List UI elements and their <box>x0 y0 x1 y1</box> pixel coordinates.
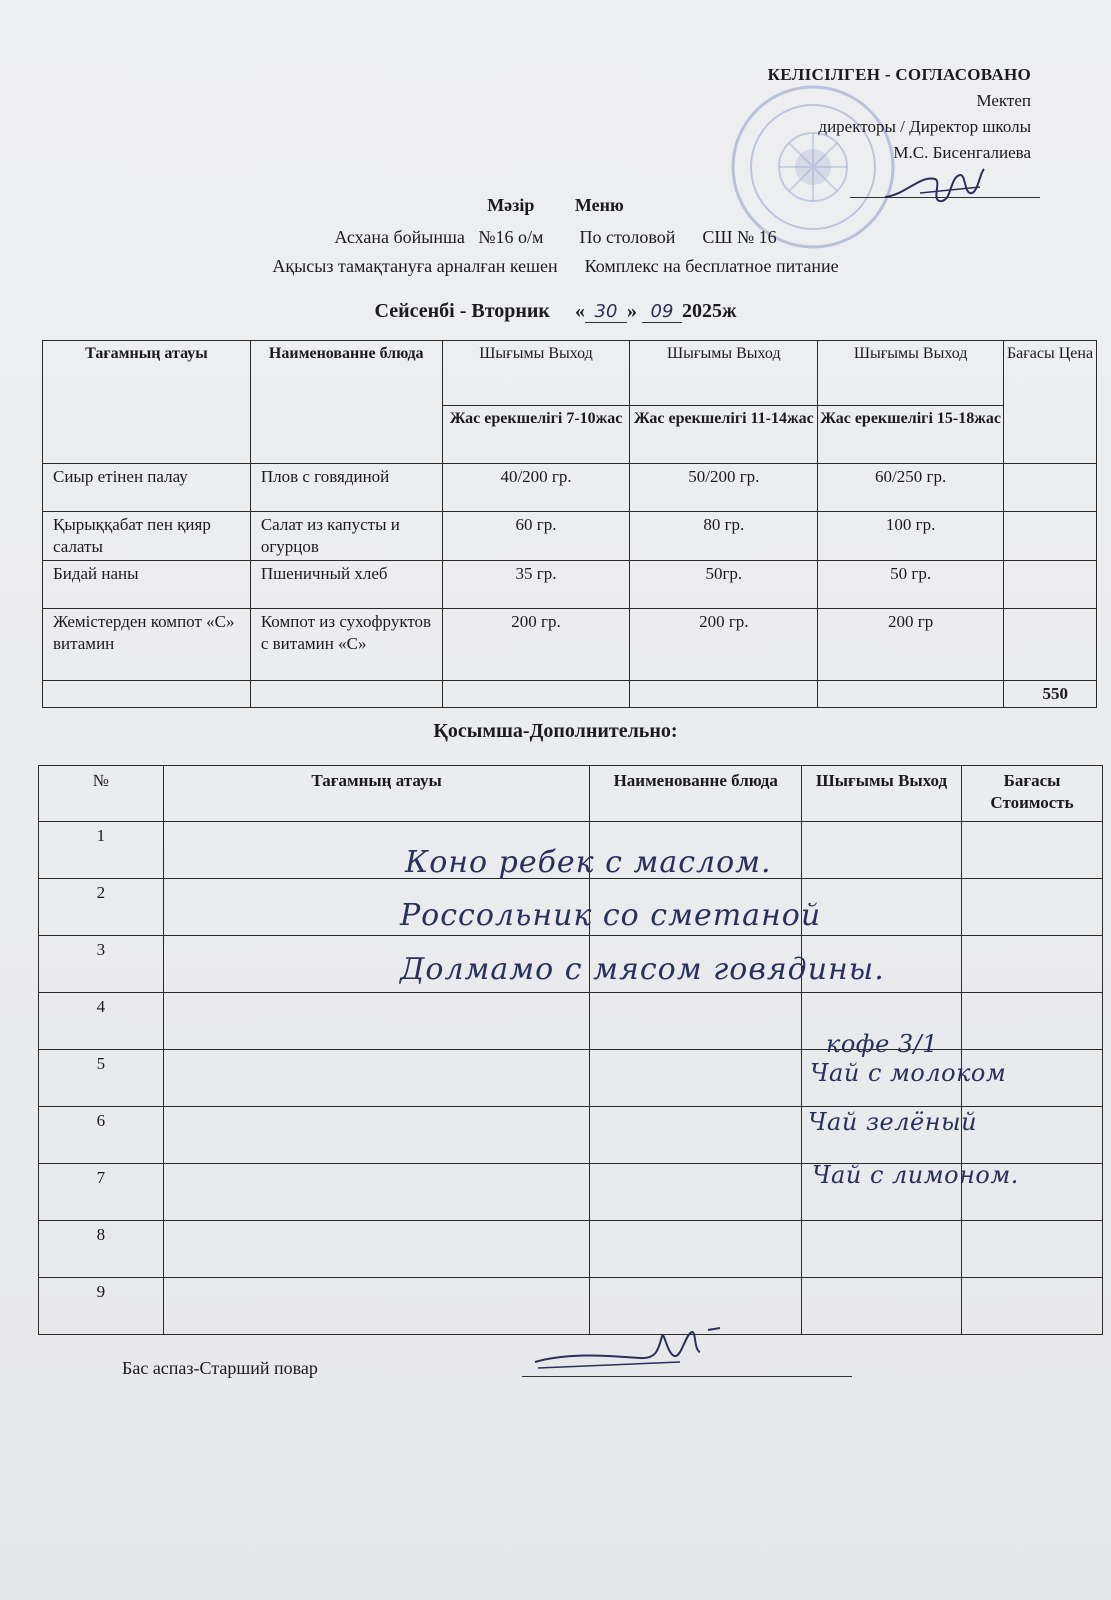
price-cell <box>1004 561 1097 609</box>
col-header-output-3: Шығымы Выход <box>818 341 1004 406</box>
menu-title-kz: Мәзір <box>487 195 535 215</box>
col-header-cost: Бағасы Стоимость <box>962 766 1103 822</box>
output-15-18: 60/250 гр. <box>818 464 1004 512</box>
table-row <box>43 512 1097 561</box>
menu-table <box>42 340 1097 708</box>
col-header-output: Шығымы Выход <box>802 766 962 822</box>
dish-name-ru: Компот из сухофруктов с витамин «С» <box>250 609 442 681</box>
col-header-price: Бағасы Цена <box>1004 341 1097 464</box>
output-7-10: 60 гр. <box>442 512 630 561</box>
complex-kz: Ақысыз тамақтануға арналған кешен <box>272 256 558 276</box>
complex-ru: Комплекс на бесплатное питание <box>584 256 839 276</box>
handwritten-entry-3: Долмамо с мясом говядины. <box>400 952 885 987</box>
price-cell <box>1004 464 1097 512</box>
dish-name-ru: Салат из капусты и огурцов <box>250 512 442 561</box>
row-number: 7 <box>39 1164 164 1221</box>
table-row <box>39 993 1103 1050</box>
row-number: 4 <box>39 993 164 1050</box>
approval-line-2: директоры / Директор школы <box>818 117 1031 136</box>
approval-line-3: М.С. Бисенгалиева <box>893 143 1031 162</box>
approval-block <box>768 62 1031 166</box>
date-line <box>0 300 1111 323</box>
chef-signature <box>530 1322 730 1382</box>
price-cell <box>1004 609 1097 681</box>
output-15-18: 100 гр. <box>818 512 1004 561</box>
price-cell <box>1004 512 1097 561</box>
school-kz: №16 о/м <box>478 227 544 247</box>
head-chef-label: Бас аспаз-Старший повар <box>122 1358 318 1378</box>
output-7-10: 35 гр. <box>442 561 630 609</box>
col-header-name-ru: Наименованне блюда <box>590 766 802 822</box>
row-number: 5 <box>39 1050 164 1107</box>
day-name: Сейсенбі - Вторник <box>374 300 550 322</box>
dish-name-kz: Жемістерден компот «С» витамин <box>43 609 251 681</box>
table-row <box>39 1221 1103 1278</box>
date-day: 30 <box>585 301 627 323</box>
date-year: 2025ж <box>681 300 737 322</box>
dish-name-ru: Пшеничный хлеб <box>250 561 442 609</box>
col-header-name-kz: Тағамның атауы <box>43 341 251 464</box>
table-row <box>43 561 1097 609</box>
extra-section-title: Қосымша-Дополнительно: <box>433 720 678 742</box>
row-number: 9 <box>39 1278 164 1335</box>
col-header-name-kz: Тағамның атауы <box>163 766 589 822</box>
dish-name-kz: Сиыр етінен палау <box>43 464 251 512</box>
output-7-10: 40/200 гр. <box>442 464 630 512</box>
age-group-1: Жас ерекшелігі 7-10жас <box>442 406 630 464</box>
row-number: 3 <box>39 936 164 993</box>
table-row <box>43 609 1097 681</box>
menu-heading <box>0 195 1111 216</box>
output-11-14: 200 гр. <box>630 609 818 681</box>
date-month: 09 <box>642 301 682 323</box>
school-ru: СШ № 16 <box>702 227 777 247</box>
menu-title-ru: Меню <box>574 195 624 215</box>
output-11-14: 80 гр. <box>630 512 818 561</box>
handwritten-entry-7: Чай с лимоном. <box>812 1161 1019 1189</box>
col-header-output-2: Шығымы Выход <box>630 341 818 406</box>
handwritten-entry-5: Чай с молоком <box>810 1059 1007 1087</box>
output-11-14: 50/200 гр. <box>630 464 818 512</box>
total-row <box>43 681 1097 708</box>
output-15-18: 50 гр. <box>818 561 1004 609</box>
quote-close: » <box>626 300 637 322</box>
col-header-number: № <box>39 766 164 822</box>
total-price: 550 <box>1004 681 1097 708</box>
quote-open: « <box>574 300 585 322</box>
row-number: 2 <box>39 879 164 936</box>
canteen-line <box>0 227 1111 248</box>
output-15-18: 200 гр <box>818 609 1004 681</box>
handwritten-entry-2: Россольник со сметаной <box>400 898 822 933</box>
complex-line <box>0 256 1111 277</box>
row-number: 6 <box>39 1107 164 1164</box>
dish-name-kz: Бидай наны <box>43 561 251 609</box>
approval-line-1: Мектеп <box>976 91 1031 110</box>
approval-title: КЕЛІСІЛГЕН - СОГЛАСОВАНО <box>767 65 1031 84</box>
output-7-10: 200 гр. <box>442 609 630 681</box>
col-header-name-ru: Наименованне блюда <box>250 341 442 464</box>
row-number: 1 <box>39 822 164 879</box>
dish-name-ru: Плов с говядиной <box>250 464 442 512</box>
canteen-kz: Асхана бойынша <box>334 227 465 247</box>
col-header-output-1: Шығымы Выход <box>442 341 630 406</box>
handwritten-entry-6: Чай зелёный <box>808 1108 978 1136</box>
row-number: 8 <box>39 1221 164 1278</box>
canteen-ru: По столовой <box>579 227 676 247</box>
handwritten-entry-4: кофе 3/1 <box>826 1030 939 1058</box>
age-group-2: Жас ерекшелігі 11-14жас <box>630 406 818 464</box>
handwritten-entry-1: Коно ребек с маслом. <box>405 845 772 880</box>
table-row <box>43 464 1097 512</box>
dish-name-kz: Қырыққабат пен қияр салаты <box>43 512 251 561</box>
output-11-14: 50гр. <box>630 561 818 609</box>
age-group-3: Жас ерекшелігі 15-18жас <box>818 406 1004 464</box>
